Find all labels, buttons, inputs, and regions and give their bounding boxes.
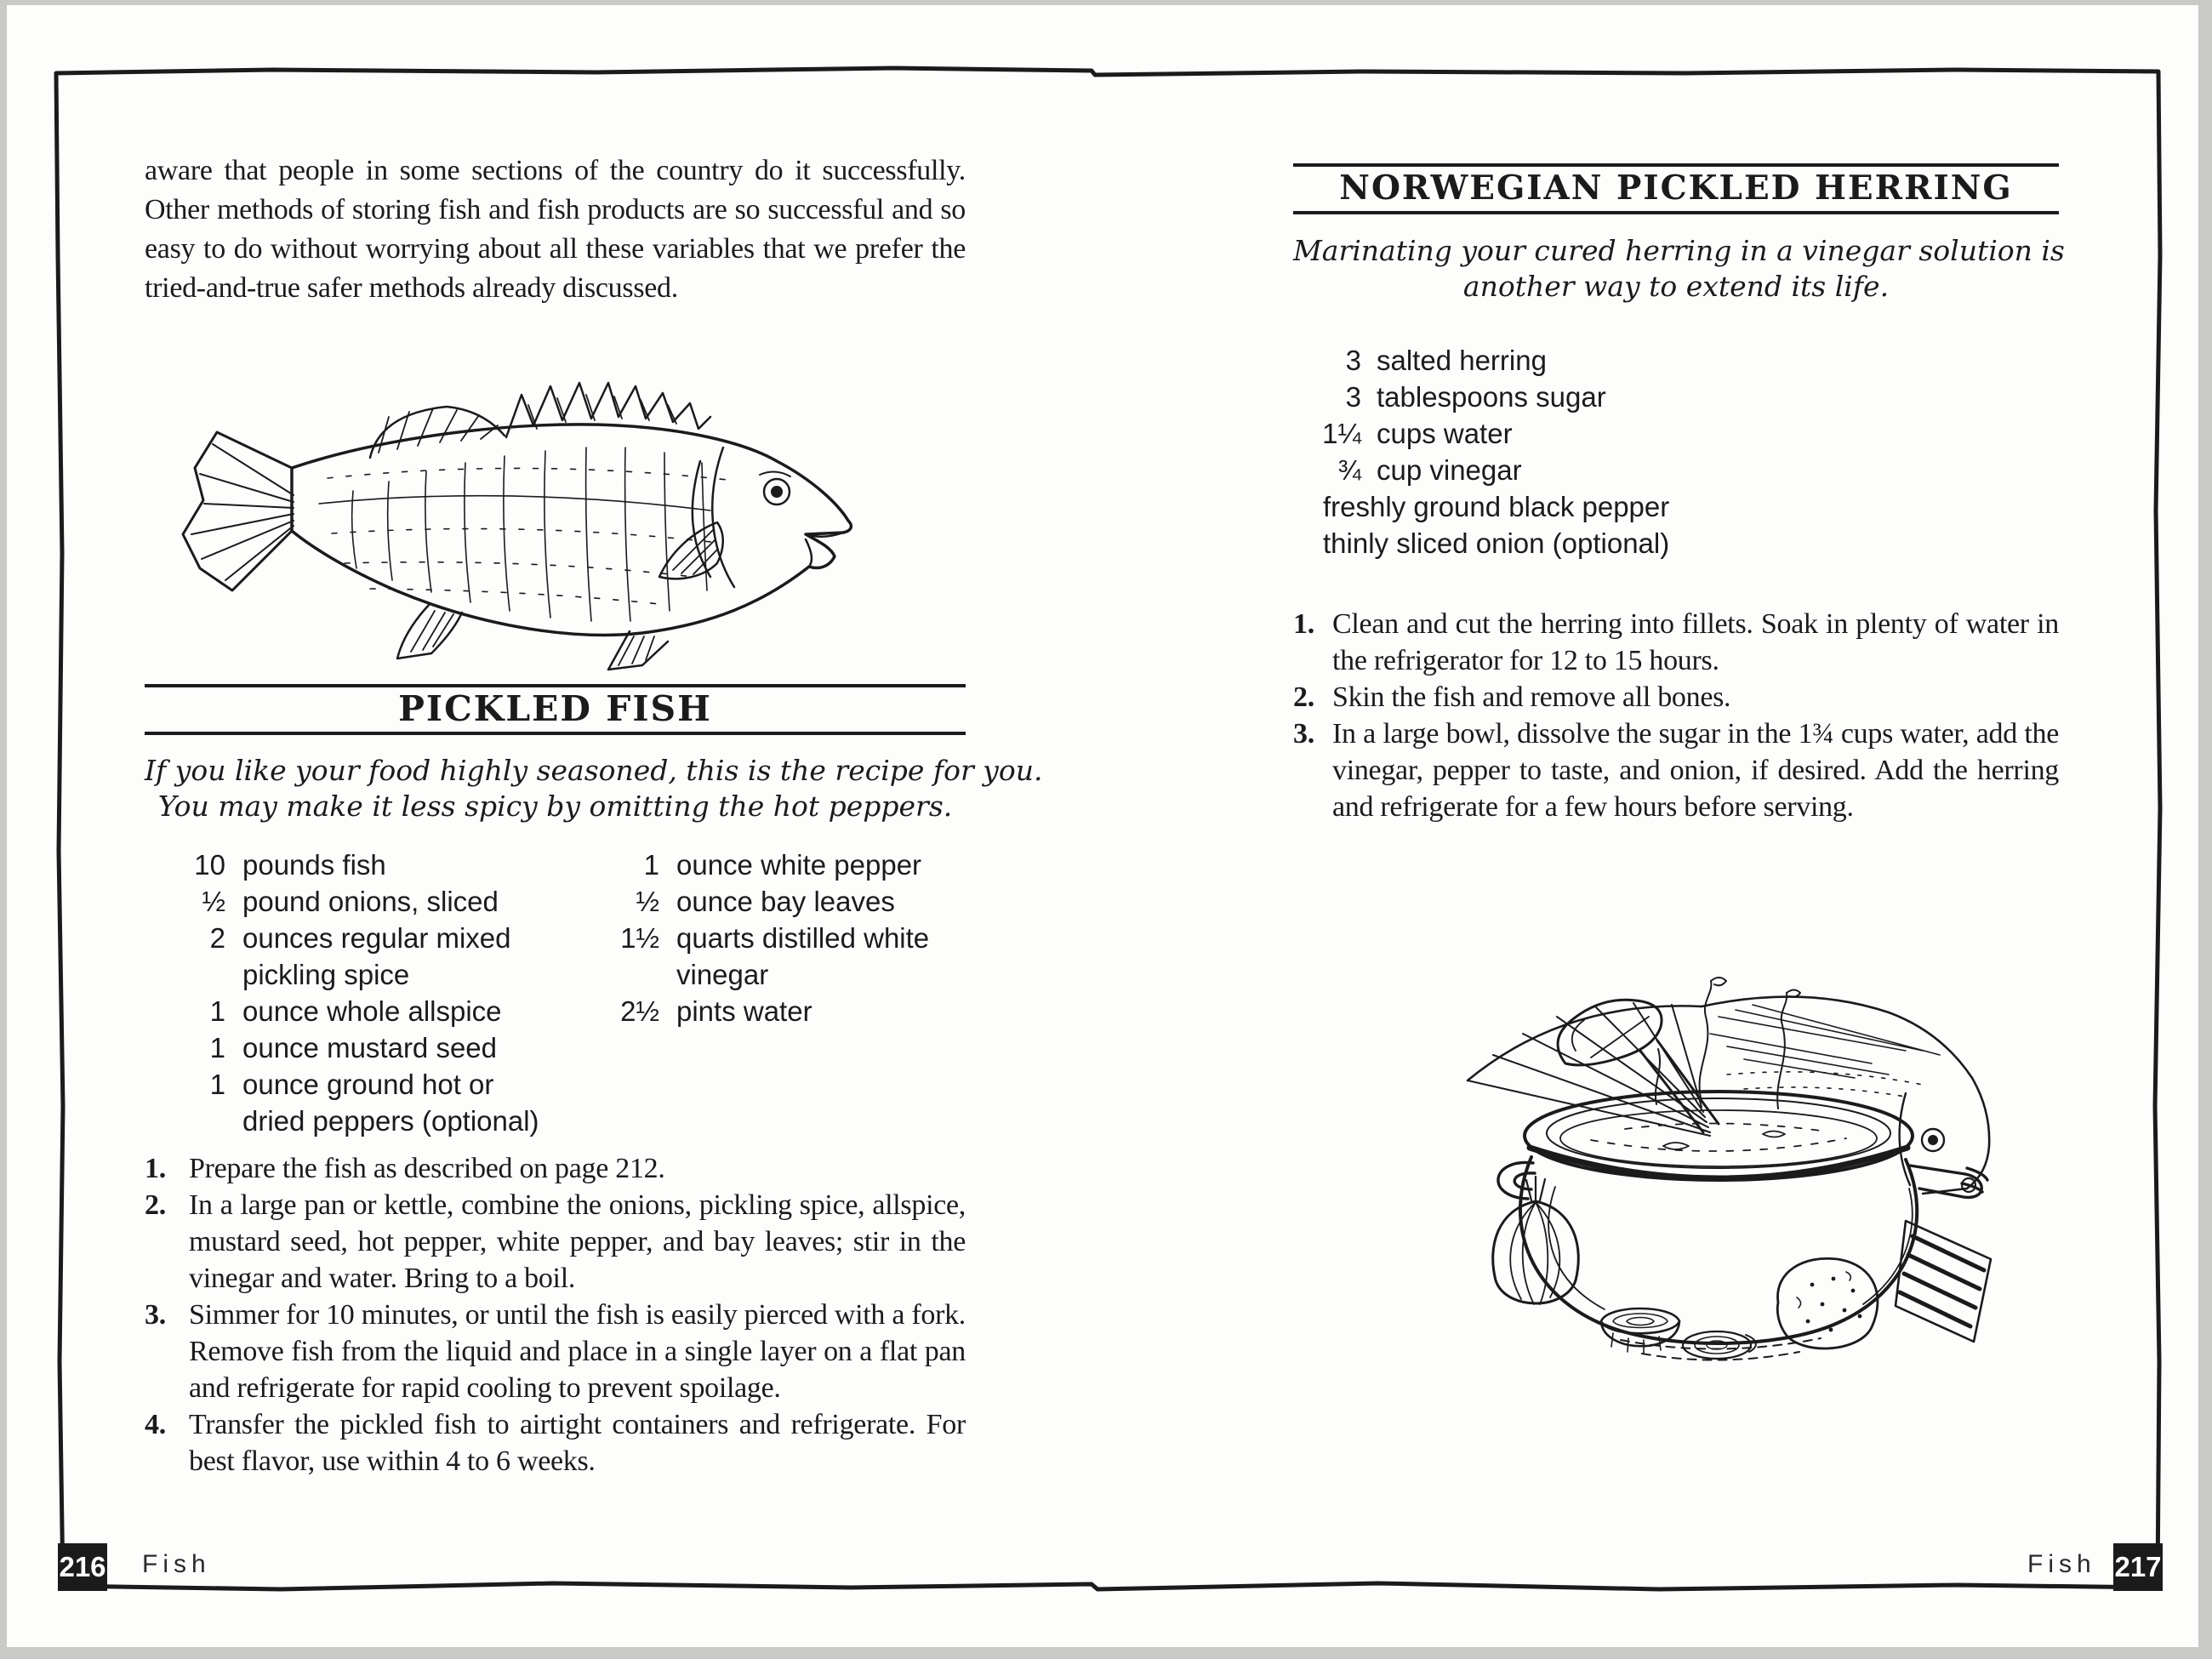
ingredient-qty xyxy=(145,956,225,993)
recipe-subtitle-left xyxy=(145,753,1043,824)
ingredient-row xyxy=(145,1029,536,1066)
ingredient-row xyxy=(1293,415,2042,452)
left-intro-paragraph: aware that people in some sections of the country do it successfully. Other methods of storing fish and fish products are so successful and so easy to do without worrying about all these variables that we prefer the tried-and-true safer methods already discussed. xyxy=(145,155,966,304)
ingredient-name: ounce ground hot or xyxy=(242,1069,494,1100)
step-number: 3. xyxy=(1293,718,1314,750)
ingredient-qty: 2½ xyxy=(620,995,659,1027)
recipe-subtitle-right xyxy=(1293,233,2065,305)
ingredient-qty: ¾ xyxy=(1337,454,1361,486)
ingredient-row xyxy=(145,1103,539,1139)
ingredient-row xyxy=(145,847,536,883)
ingredient-qty: 10 xyxy=(194,849,225,881)
ingredient-name: pound onions, sliced xyxy=(242,886,499,917)
ingredient-qty: ½ xyxy=(202,886,225,917)
ingredient-qty: 2 xyxy=(209,922,225,954)
ingredient-name: pounds fish xyxy=(242,849,386,881)
page-number-left: 216 xyxy=(58,1543,107,1591)
ingredient-name: pickling spice xyxy=(242,959,410,990)
fish-soup-pot-illustration xyxy=(1446,966,1999,1374)
ingredient-qty: 3 xyxy=(1345,381,1361,413)
step-number: 1. xyxy=(145,1153,166,1184)
ingredient-qty: 1¼ xyxy=(1322,418,1361,449)
ingredient-row xyxy=(1293,342,2042,379)
direction-step xyxy=(1293,715,2059,825)
ingredient-qty: 1 xyxy=(209,995,225,1027)
step-number: 2. xyxy=(1293,681,1314,713)
ingredient-name: vinegar xyxy=(676,959,769,990)
ingredient-name: salted herring xyxy=(1377,345,1547,376)
step-text: Clean and cut the herring into fillets. Soak in plenty of water in the refrigerator for 12 to 15 hours. xyxy=(1332,608,2059,676)
ingredient-row xyxy=(145,883,536,920)
footer-section-label-left: Fish xyxy=(142,1550,211,1578)
ingredient-qty: 1 xyxy=(643,849,659,881)
ingredient-list-right xyxy=(1293,342,2042,562)
directions-list-right xyxy=(1293,606,2059,825)
step-text: In a large bowl, dissolve the sugar in the 1¾ cups water, add the vinegar, pepper to taste, and onion, if desired. Add the herring and refrigerate for a few hours before serving. xyxy=(1332,718,2059,823)
ingredient-row xyxy=(1293,525,2042,562)
direction-step xyxy=(1293,606,2059,679)
ingredient-row xyxy=(145,993,536,1029)
ingredient-name: ounces regular mixed xyxy=(242,922,511,954)
direction-step xyxy=(145,1187,966,1297)
ingredient-row xyxy=(145,1066,536,1103)
ingredient-row xyxy=(1293,488,2042,525)
subtitle-line: You may make it less spicy by omitting the hot peppers. xyxy=(157,790,953,823)
ingredient-name: pints water xyxy=(676,995,812,1027)
ingredient-name: dried peppers (optional) xyxy=(242,1105,539,1137)
subtitle-line: Marinating your cured herring in a vinegar solution is xyxy=(1293,234,2065,267)
ingredient-name: cups water xyxy=(1377,418,1513,449)
ingredient-name: thinly sliced onion (optional) xyxy=(1323,527,1670,559)
page-number-right: 217 xyxy=(2113,1543,2163,1591)
ingredient-row xyxy=(1293,452,2042,488)
direction-step xyxy=(1293,679,2059,715)
ingredient-name: ounce white pepper xyxy=(676,849,922,881)
step-number: 4. xyxy=(145,1409,166,1440)
perch-fish-illustration xyxy=(166,376,864,674)
ingredient-name: ounce whole allspice xyxy=(242,995,502,1027)
step-text: Simmer for 10 minutes, or until the fish is easily pierced with a fork. Remove fish from the liquid and place in a single layer on a flat pan and refrigerate for rapid cooling to prevent spoilage. xyxy=(189,1299,966,1404)
ingredient-name: tablespoons sugar xyxy=(1377,381,1606,413)
ingredient-row xyxy=(587,883,970,920)
direction-step xyxy=(145,1297,966,1406)
step-number: 1. xyxy=(1293,608,1314,640)
ingredient-list-left-col1 xyxy=(145,847,539,1139)
ingredient-qty xyxy=(145,1103,225,1139)
ingredient-row xyxy=(1293,379,2042,415)
ingredient-qty: ½ xyxy=(636,886,659,917)
step-number: 2. xyxy=(145,1189,166,1221)
ingredient-name: cup vinegar xyxy=(1377,454,1522,486)
ingredient-name: freshly ground black pepper xyxy=(1323,491,1670,522)
ingredient-name: ounce mustard seed xyxy=(242,1032,498,1063)
footer-section-label-right: Fish xyxy=(2027,1550,2096,1578)
step-number: 3. xyxy=(145,1299,166,1331)
subtitle-line: If you like your food highly seasoned, this is the recipe for you. xyxy=(145,754,1043,787)
step-text: Transfer the pickled fish to airtight containers and refrigerate. For best flavor, use within 4 to 6 weeks. xyxy=(189,1409,966,1477)
ingredient-row xyxy=(587,993,970,1029)
ingredient-list-left-col2 xyxy=(587,847,970,1029)
ingredient-qty: 1 xyxy=(209,1032,225,1063)
step-text: In a large pan or kettle, combine the onions, pickling spice, allspice, mustard seed, hot pepper, white pepper, and bay leaves; stir in the vinegar and water. Bring to a boil. xyxy=(189,1189,966,1294)
ingredient-row xyxy=(587,920,970,956)
directions-list-left xyxy=(145,1150,966,1479)
ingredient-qty: 1½ xyxy=(620,922,659,954)
ingredient-row xyxy=(587,956,970,993)
ingredient-qty: 1 xyxy=(209,1069,225,1100)
ingredient-row xyxy=(145,956,536,993)
ingredient-name: ounce bay leaves xyxy=(676,886,895,917)
recipe-title-norwegian-pickled-herring: NORWEGIAN PICKLED HERRING xyxy=(1293,163,2059,214)
direction-step xyxy=(145,1406,966,1479)
ingredient-qty xyxy=(587,956,659,993)
ingredient-name: quarts distilled white xyxy=(676,922,930,954)
ingredient-row xyxy=(145,920,536,956)
recipe-title-pickled-fish: PICKLED FISH xyxy=(145,684,966,735)
ingredient-row xyxy=(587,847,970,883)
ingredient-qty: 3 xyxy=(1345,345,1361,376)
subtitle-line: another way to extend its life. xyxy=(1462,270,1890,303)
step-text: Skin the fish and remove all bones. xyxy=(1332,681,1731,713)
step-text: Prepare the fish as described on page 212. xyxy=(189,1153,665,1184)
direction-step xyxy=(145,1150,966,1187)
